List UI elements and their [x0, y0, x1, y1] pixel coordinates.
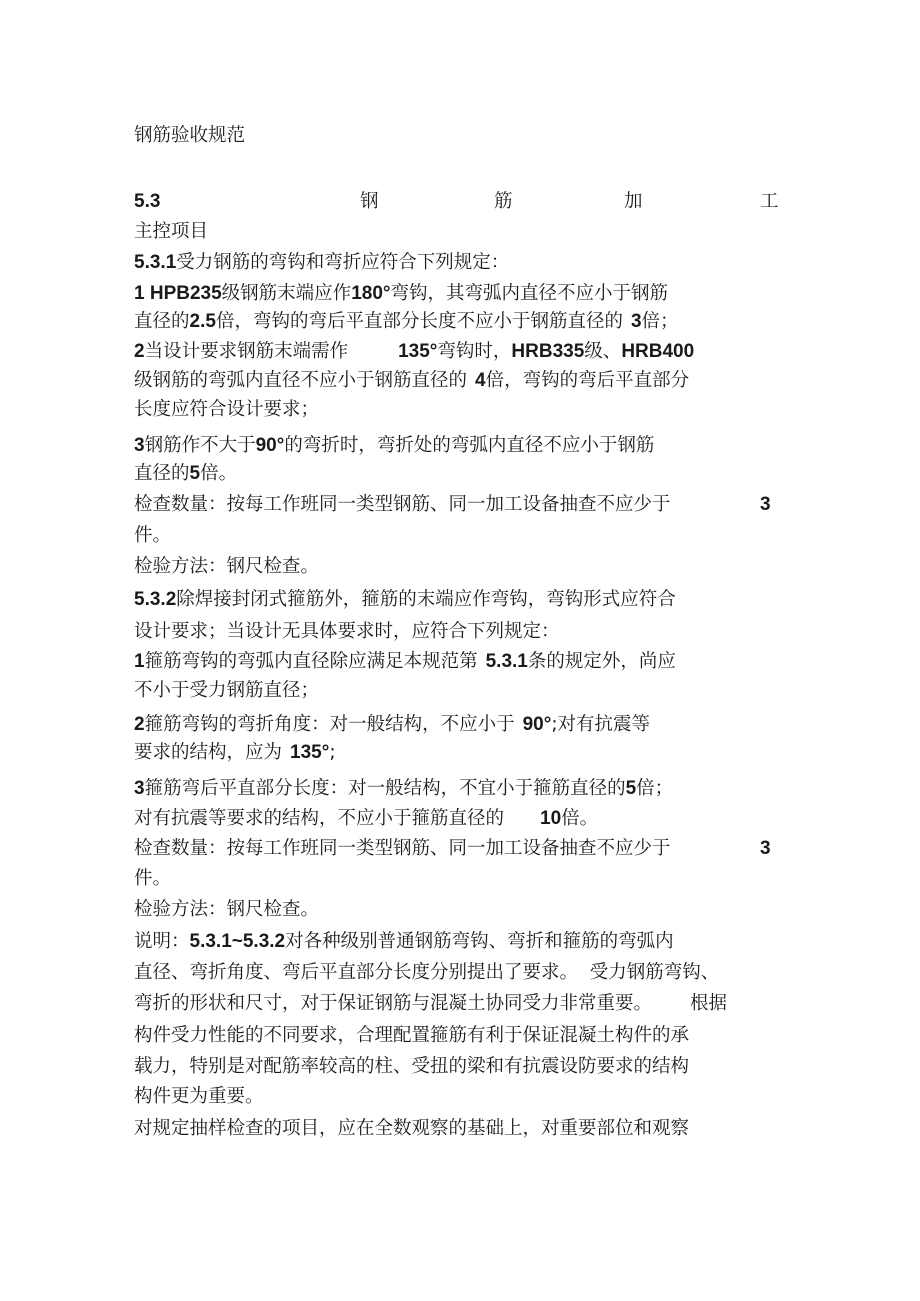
section-number: 5.3: [134, 191, 161, 212]
item-3-line-1: 3钢筋作不大于90°的弯折时，弯折处的弯弧内直径不应小于钢筋: [134, 435, 655, 456]
note-line-1: 说明：5.3.1~5.3.2对各种级别普通钢筋弯钩、弯折和箍筋的弯弧内: [134, 931, 674, 952]
stirrup-item-3-line-2: 对有抗震等要求的结构，不应小于箍筋直径的 10倍。: [134, 808, 599, 829]
section-char-1: 钢: [360, 191, 379, 212]
stirrup-item-2-line-1: 2箍筋弯钩的弯折角度：对一般结构，不应小于 90°;对有抗震等: [134, 714, 651, 735]
main-control-heading: 主控项目: [134, 221, 209, 242]
stirrup-item-3-line-1: 3箍筋弯后平直部分长度：对一般结构，不宜小于箍筋直径的5倍；: [134, 778, 674, 799]
item-2-line-1: 2当设计要求钢筋末端需作 135°弯钩时，HRB335级、HRB400: [134, 341, 695, 362]
inspection-quantity-1-number: 3: [760, 494, 771, 515]
inspection-method-2: 检验方法：钢尺检查。: [134, 899, 320, 920]
section-heading: [134, 190, 780, 214]
inspection-quantity-1: 检查数量：按每工作班同一类型钢筋、同一加工设备抽查不应少于: [134, 494, 671, 515]
inspection-quantity-2: 检查数量：按每工作班同一类型钢筋、同一加工设备抽查不应少于: [134, 838, 671, 859]
note-line-6: 构件更为重要。: [134, 1086, 264, 1107]
stirrup-item-2-line-2: 要求的结构，应为 135°;: [134, 742, 336, 763]
stirrup-item-1-line-1: 1箍筋弯钩的弯弧内直径除应满足本规范第 5.3.1条的规定外，尚应: [134, 651, 676, 672]
inspection-quantity-2-number: 3: [760, 838, 771, 859]
clause-5-3-2-line-2: 设计要求；当设计无具体要求时，应符合下列规定：: [134, 621, 560, 642]
note-line-5: 载力，特别是对配筋率较高的柱、受扭的梁和有抗震设防要求的结构: [134, 1056, 690, 1077]
document-title: 钢筋验收规范: [134, 125, 246, 146]
inspection-quantity-2-cont: 件。: [134, 868, 172, 889]
item-1-line-2: 直径的2.5倍，弯钩的弯后平直部分长度不应小于钢筋直径的 3倍；: [134, 311, 679, 332]
note-line-2: 直径、弯折角度、弯后平直部分长度分别提出了要求。 受力钢筋弯钩、: [134, 962, 720, 983]
note-line-4: 构件受力性能的不同要求，合理配置箍筋有利于保证混凝土构件的承: [134, 1025, 690, 1046]
stirrup-item-1-line-2: 不小于受力钢筋直径；: [134, 680, 320, 701]
inspection-quantity-1-cont: 件。: [134, 525, 172, 546]
section-char-2: 筋: [494, 191, 513, 212]
item-3-line-2: 直径的5倍。: [134, 463, 238, 484]
clause-5-3-2-line-1: 5.3.2除焊接封闭式箍筋外，箍筋的末端应作弯钩，弯钩形式应符合: [134, 589, 676, 610]
note-line-3: 弯折的形状和尺寸，对于保证钢筋与混凝土协同受力非常重要。 根据: [134, 993, 728, 1014]
last-paragraph-line: 对规定抽样检查的项目，应在全数观察的基础上，对重要部位和观察: [134, 1118, 690, 1139]
item-1-line-1: 1 HPB235级钢筋末端应作180°弯钩，其弯弧内直径不应小于钢筋: [134, 283, 669, 304]
section-char-3: 加: [624, 191, 643, 212]
item-2-line-2: 级钢筋的弯弧内直径不应小于钢筋直径的 4倍，弯钩的弯后平直部分: [134, 370, 690, 391]
item-2-line-3: 长度应符合设计要求；: [134, 399, 320, 420]
section-char-4: 工: [760, 191, 779, 212]
clause-5-3-1: 5.3.1受力钢筋的弯钩和弯折应符合下列规定：: [134, 252, 510, 273]
inspection-method-1: 检验方法：钢尺检查。: [134, 556, 320, 577]
